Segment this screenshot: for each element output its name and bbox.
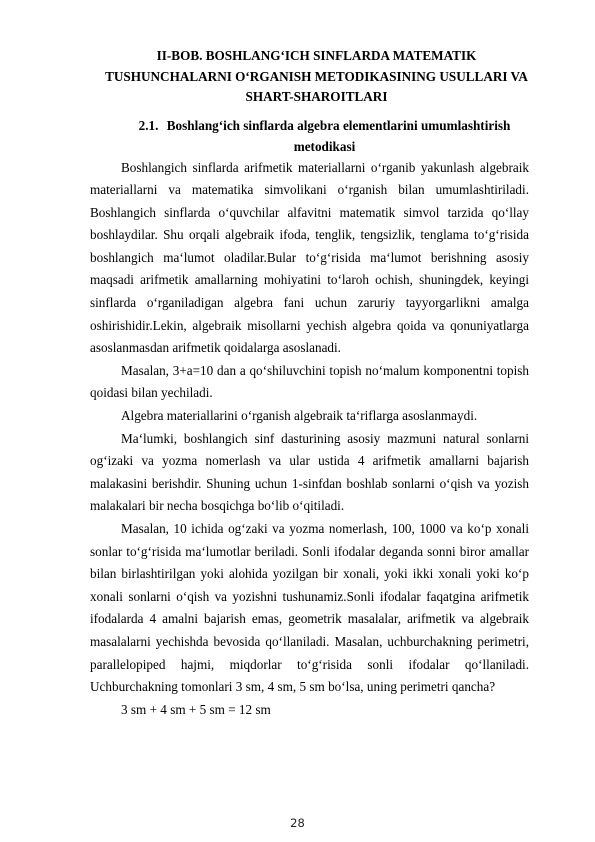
document-page <box>90 46 529 721</box>
paragraph-perimeter-calculation: 3 sm + 4 sm + 5 sm = 12 sm <box>121 701 271 717</box>
paragraph-numbering: Ma‘lumki, boshlangich sinf dasturining asosiy mazmuni natural sonlarni og‘izaki va yozma nomerlash va ular ustida 4 arifmetik amallarni bajarish malakasini berishdir. Shuning uchun 1-sinfdan boshlab sonlarni o‘qish va yozish malakalari bir necha bosqichga bo‘lib o‘qitiladi. <box>90 430 529 514</box>
paragraph-numeric-expressions: Masalan, 10 ichida og‘zaki va yozma nomerlash, 100, 1000 va ko‘p xonali sonlar to‘g‘risida ma‘lumotlar beriladi. Sonli ifodalar deganda sonni biror amallar bilan birlashtirilgan yoki alohida yozilgan bir xonali, yoki ikki xonali yoki ko‘p xonali sonlarni o‘qish va yozishni tushunamiz.Sonli ifodalar faqatgina arifmetik ifodalarda 4 amalni bajarish emas, geometrik masalalar, arifmetik va algebraik masalalarni yechishda bevosida qo‘llaniladi. Masalan, uchburchakning perimetri, parallelopiped hajmi, miqdorlar to‘g‘risida sonli ifodalar qo‘llaniladi. Uchburchakning tomonlari 3 sm, 4 sm, 5 sm bo‘lsa, uning perimetri qancha? <box>90 521 529 695</box>
paragraph-example-equation: Masalan, 3+a=10 dan a qo‘shiluvchini topish no‘malum komponentni topish qoidasi bilan yechiladi. <box>90 362 529 401</box>
page-number: 28 <box>290 816 305 830</box>
section-number: 2.1. <box>138 117 159 133</box>
chapter-title: II-BOB. BOSHLANG‘ICH SINFLARDA MATEMATIK TUSHUNCHALARNI O‘RGANISH METODIKASINING USULLARI VA SHART-SHAROITLARI <box>105 48 528 104</box>
paragraph-intro: Boshlangich sinflarda arifmetik materiallarni o‘rganib yakunlash algebraik materiallarni va matematika simvolikani o‘rganish bilan umumlashtiriladi. Boshlangich sinflarda o‘quvchilar alfavitni matematik simvol tarzida qo‘llay boshlaydilar. Shu orqali algebraik ifoda, tenglik, tengsizlik, tenglama to‘g‘risida boshlangich ma‘lumot oladilar.Bular to‘g‘risida ma‘lumot berishning asosiy maqsadi arifmetik amallarning mohiyatini to‘laroh ochish, shuningdek, keyingi sinflarda o‘rganiladigan algebra fani uchun zaruriy tayyorgarlikni amalga oshirishidir.Lekin, algebraik misollarni yechish algebra qoida va qonuniyatlarga asoslanmasdan arifmetik qoidalarga asoslanadi. <box>90 159 529 356</box>
section-title: Boshlang‘ich sinflarda algebra elementlarini umumlashtirish metodikasi <box>166 117 511 154</box>
paragraph-algebra-definitions: Algebra materiallarini o‘rganish algebraik ta‘riflarga asoslanmaydi. <box>121 408 478 424</box>
section-heading <box>90 115 529 157</box>
